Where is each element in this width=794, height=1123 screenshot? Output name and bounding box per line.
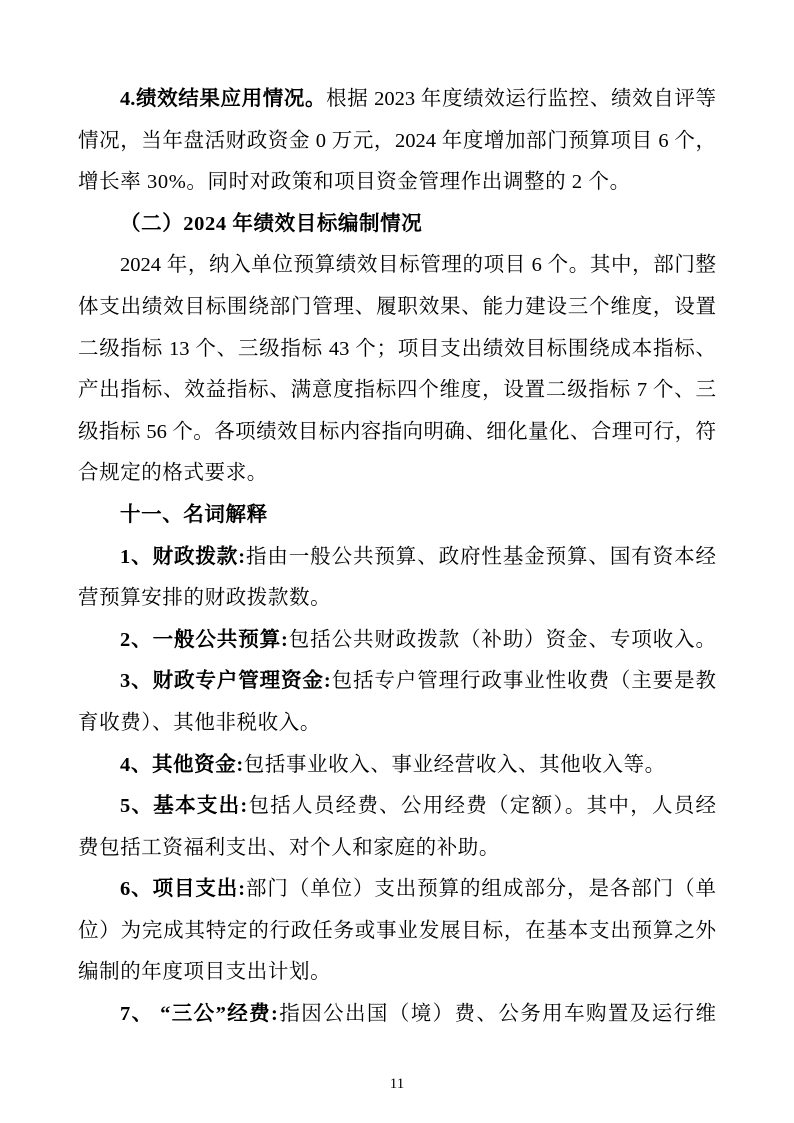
text-line: 费包括工资福利支出、对个人和家庭的补助。: [78, 836, 500, 859]
page-number: 11: [389, 1076, 405, 1092]
glossary-term: 2、一般公共预算:: [120, 628, 288, 651]
text-line: 营预算安排的财政拨款数。: [78, 587, 332, 610]
glossary-heading: 十一、名词解释: [120, 503, 268, 526]
page-body: [78, 79, 716, 1036]
glossary-definition: 包括公共财政拨款（补助）资金、专项收入。: [287, 628, 717, 651]
text-line: 2024 年，纳入单位预算绩效目标管理的项目 6 个。其中，部门整: [120, 254, 716, 277]
paragraph-text: 根据 2023 年度绩效运行监控、绩效自评等: [326, 88, 716, 110]
glossary-definition: 包括专户管理行政事业性收费（主要是教: [330, 670, 716, 693]
section-heading: （二）2024 年绩效目标编制情况: [120, 212, 423, 235]
glossary-item: [78, 869, 716, 994]
glossary-definition: 指由一般公共预算、政府性基金预算、国有资本经: [245, 545, 717, 568]
text-line: 位）为完成其特定的行政任务或事业发展目标，在基本支出预算之外: [78, 919, 716, 942]
glossary-item: [78, 786, 716, 869]
glossary-term: 7、 “三公”经费:: [120, 1003, 278, 1026]
glossary-definition: 指因公出国（境）费、公务用车购置及运行维: [277, 1003, 717, 1026]
paragraph-label: 4.绩效结果应用情况。: [120, 88, 327, 110]
text-line: [78, 79, 716, 121]
text-line: [78, 869, 716, 911]
text-line: [78, 537, 716, 579]
glossary-item: [78, 994, 716, 1036]
text-line: 产出指标、效益指标、满意度指标四个维度，设置二级指标 7 个、三: [78, 379, 716, 402]
target-section-paragraph: [78, 245, 716, 495]
text-line: [78, 994, 716, 1036]
text-line: 体支出绩效目标围绕部门管理、履职效果、能力建设三个维度，设置: [78, 295, 716, 318]
glossary-definition: 包括人员经费、公用经费（定额）。其中，人员经: [247, 795, 717, 818]
text-line: [78, 786, 716, 828]
text-line: 级指标 56 个。各项绩效目标内容指向明确、细化量化、合理可行，符: [78, 420, 716, 443]
text-line: [78, 745, 716, 787]
glossary-definition: 包括事业收入、事业经营收入、其他收入等。: [243, 753, 666, 776]
performance-result-paragraph: [78, 79, 716, 204]
glossary-term: 3、财政专户管理资金:: [120, 670, 331, 693]
glossary-term: 1、财政拨款:: [120, 545, 246, 568]
glossary-term: 6、项目支出:: [120, 878, 246, 901]
glossary-item: [78, 537, 716, 620]
glossary-definition: 部门（单位）支出预算的组成部分，是各部门（单: [245, 878, 717, 901]
glossary-term: 4、其他资金:: [120, 753, 244, 776]
glossary-item: [78, 745, 716, 787]
glossary-item: [78, 661, 716, 744]
text-line: [78, 661, 716, 703]
text-line: 育收费）、其他非税收入。: [78, 711, 321, 734]
text-line: 编制的年度项目支出计划。: [78, 961, 332, 984]
text-line: 二级指标 13 个、三级指标 43 个；项目支出绩效目标围绕成本指标、: [78, 337, 716, 360]
glossary-item: [78, 620, 716, 662]
text-line: 增长率 30%。同时对政策和项目资金管理作出调整的 2 个。: [78, 171, 631, 194]
text-line: 合规定的格式要求。: [78, 462, 268, 485]
text-line: 情况，当年盘活财政资金 0 万元，2024 年度增加部门预算项目 6 个，: [78, 129, 716, 152]
text-line: [78, 620, 716, 662]
glossary-term: 5、基本支出:: [120, 795, 248, 818]
